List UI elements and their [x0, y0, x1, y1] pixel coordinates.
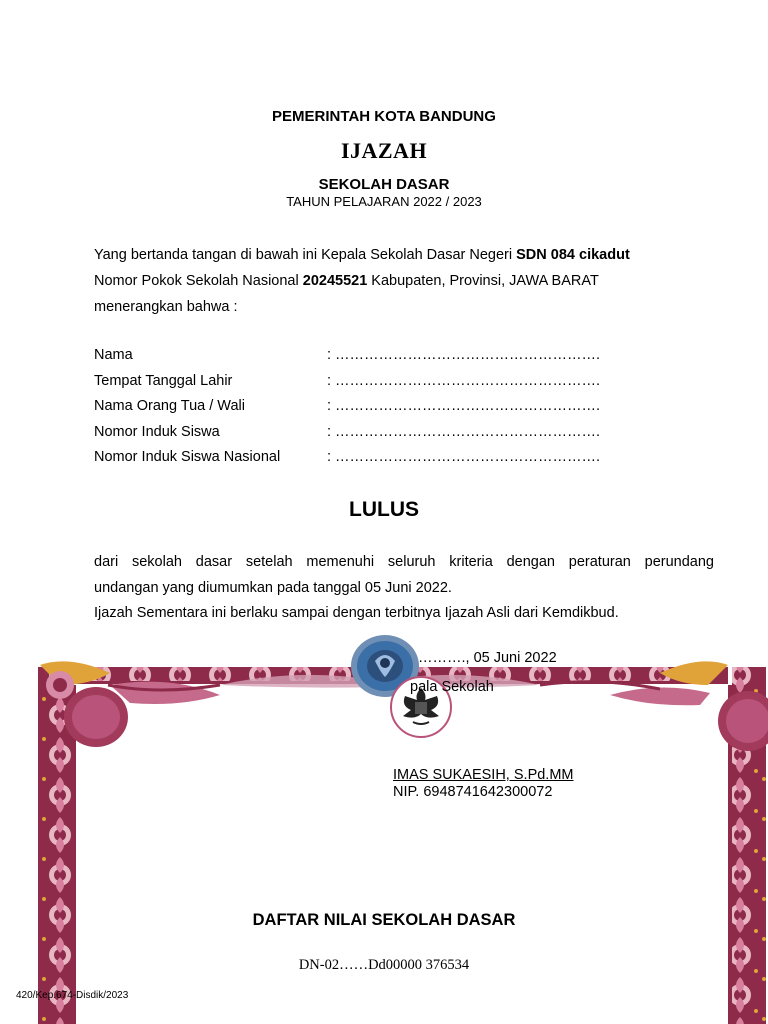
- school-name: SDN 084 cikadut: [516, 247, 630, 263]
- npsn-value: 20245521: [302, 273, 368, 289]
- field-label-parent: Nama Orang Tua / Wali: [94, 398, 245, 414]
- signer-nip: NIP. 6948741642300072: [393, 784, 553, 800]
- field-value-nis: : ……………………………………………….: [327, 424, 601, 440]
- npsn-label: Nomor Pokok Sekolah Nasional: [94, 273, 303, 289]
- signer-name: IMAS SUKAESIH, S.Pd.MM: [393, 767, 574, 783]
- field-label-name: Nama: [94, 347, 133, 363]
- field-value-birth: : ……………………………………………….: [327, 373, 601, 389]
- government-name: PEMERINTAH KOTA BANDUNG: [272, 108, 496, 125]
- region-text: Kabupaten, Provinsi, JAWA BARAT: [367, 273, 599, 289]
- intro-line-2: [94, 268, 714, 294]
- document-number: DN-02……Dd00000 376534: [298, 957, 470, 973]
- intro-line-1-text: Yang bertanda tangan di bawah ini Kepala Sekolah Dasar Negeri: [94, 247, 517, 263]
- signer-position: pala Sekolah: [410, 679, 494, 695]
- field-label-birth: Tempat Tanggal Lahir: [94, 373, 233, 389]
- statement-line-1: dari sekolah dasar setelah memenuhi seluruh kriteria dengan peraturan perundang: [94, 554, 714, 570]
- field-value-name: : ……………………………………………….: [327, 347, 601, 363]
- footer-reference: 420/Kep.674-Disdik/2023: [16, 990, 129, 1001]
- place-date: ………., 05 Juni 2022: [418, 650, 557, 666]
- document-title: IJAZAH: [340, 138, 428, 163]
- result-status: LULUS: [349, 498, 419, 521]
- intro-line-1: [94, 242, 714, 268]
- field-value-parent: : ……………………………………………….: [327, 398, 601, 414]
- field-value-nisn: : ……………………………………………….: [327, 449, 601, 465]
- statement-line-2: undangan yang diumumkan pada tanggal 05 Juni 2022.: [94, 580, 452, 596]
- school-level: SEKOLAH DASAR: [318, 176, 450, 193]
- field-label-nisn: Nomor Induk Siswa Nasional: [94, 449, 281, 465]
- statement-line-3: Ijazah Sementara ini berlaku sampai dengan terbitnya Ijazah Asli dari Kemdikbud.: [94, 605, 619, 621]
- intro-line-3: menerangkan bahwa :: [94, 299, 238, 315]
- grades-title: DAFTAR NILAI SEKOLAH DASAR: [252, 911, 516, 929]
- academic-year: TAHUN PELAJARAN 2022 / 2023: [286, 194, 482, 209]
- field-label-nis: Nomor Induk Siswa: [94, 424, 220, 440]
